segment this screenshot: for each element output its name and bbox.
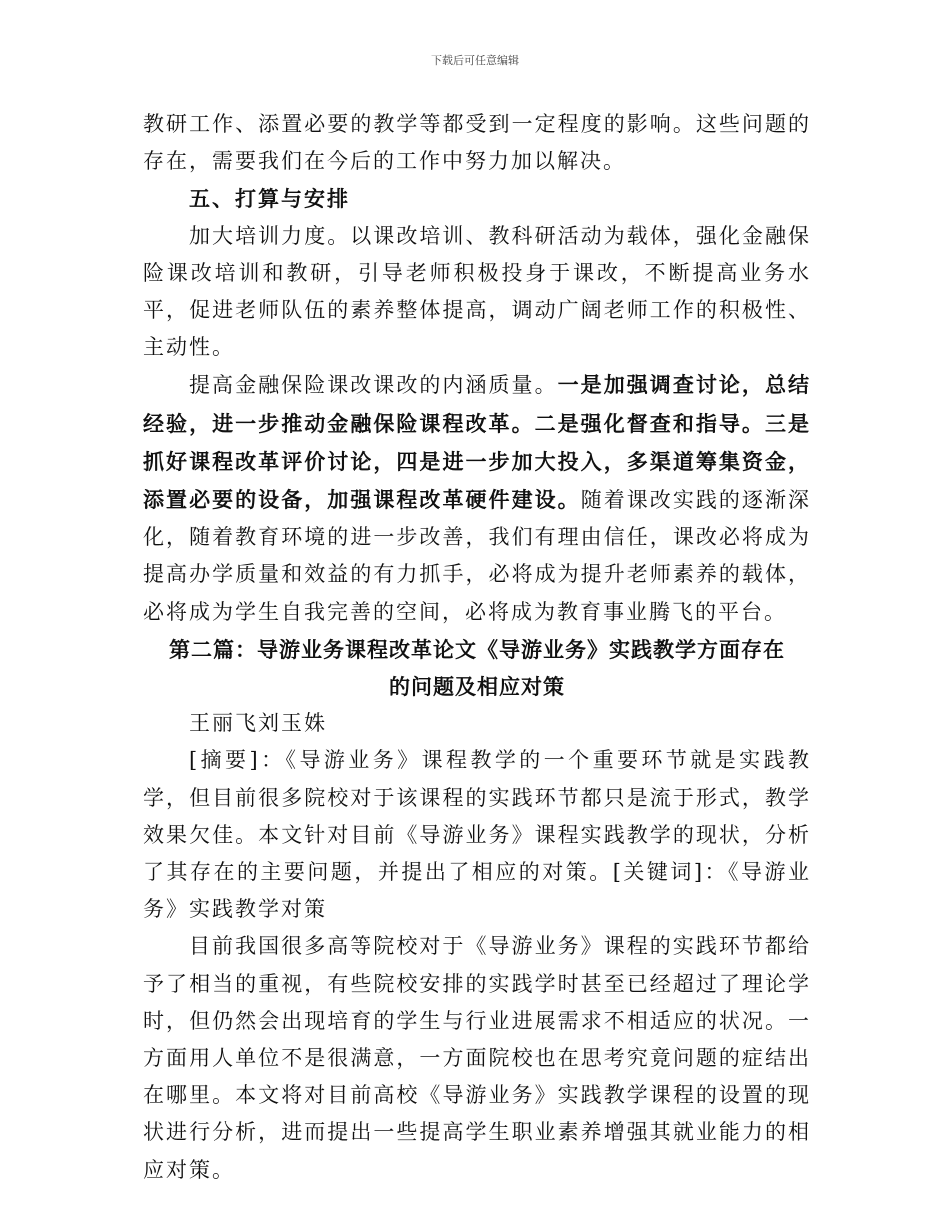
paragraph-intro: 目前我国很多高等院校对于《导游业务》课程的实践环节都给予了相当的重视，有些院校安排的实践学时甚至已经超过了理论学时，但仍然会出现培育的学生与行业进展需求不相适应的状况。一方面用人单位不是很满意，一方面院校也在思考究竟问题的症结出在哪里。本文将对目前高校《导游业务》实践教学课程的设置的现状进行分析，进而提出一些提高学生职业素养增强其就业能力的相应对策。 xyxy=(143,934,811,1182)
page-header: 下载后可任意编辑 xyxy=(431,54,519,67)
paragraph-quality-bold: 一是加强调查讨论，总结经验，进一步推动金融保险课程改革。二是强化督查和指导。三是抓好课程改革评价讨论，四是进一步加大投入，多渠道筹集资金，添置必要的设备，加强课程改革硬件建设。 xyxy=(143,372,812,513)
paragraph-continuation: 教研工作、添置必要的教学等都受到一定程度的影响。这些问题的存在，需要我们在今后的工作中努力加以解决。 xyxy=(143,112,811,174)
article-authors: 王丽飞刘玉姝 xyxy=(189,711,327,736)
document-body xyxy=(143,106,811,1189)
article-title-line-2: 的问题及相应对策 xyxy=(389,674,565,700)
section-heading: 五、打算与安排 xyxy=(189,186,350,212)
paragraph-quality-tail: 随着课改实践的逐渐深化，随着教育环境的进一步改善，我们有理由信任，课改必将成为提高办学质量和效益的有力抓手，必将成为提升老师素养的载体，必将成为学生自我完善的空间，必将成为教育事业腾飞的平台。 xyxy=(143,488,812,624)
paragraph-quality xyxy=(143,366,811,630)
article-title-line-1: 第二篇：导游业务课程改革论文《导游业务》实践教学方面存在 xyxy=(169,636,785,662)
paragraph-quality-intro: 提高金融保险课改课改的内涵质量。 xyxy=(189,373,558,398)
article-abstract: [摘要]：《导游业务》课程教学的一个重要环节就是实践教学，但目前很多院校对于该课程的实践环节都只是流于形式，教学效果欠佳。本文针对目前《导游业务》课程实践教学的现状，分析了其存在的主要问题，并提出了相应的对策。[关键词]：《导游业务》实践教学对策 xyxy=(143,748,811,922)
paragraph-training: 加大培训力度。以课改培训、教科研活动为载体，强化金融保险课改培训和教研，引导老师积极投身于课改，不断提高业务水平，促进老师队伍的素养整体提高，调动广阔老师工作的积极性、主动性。 xyxy=(143,223,811,360)
